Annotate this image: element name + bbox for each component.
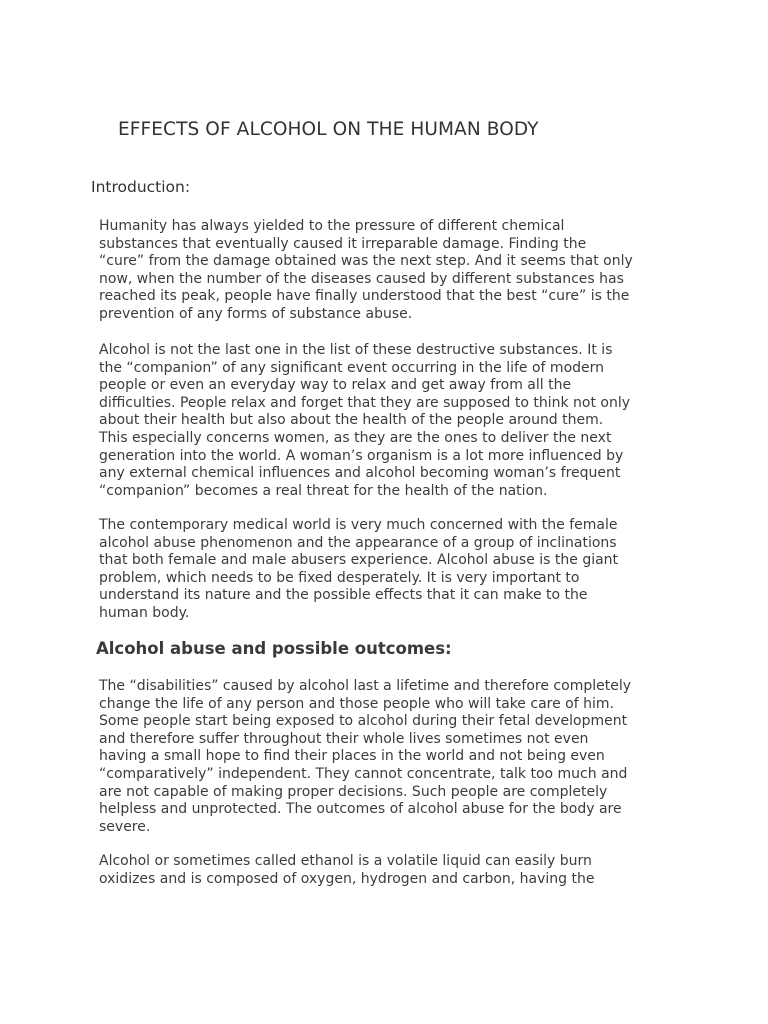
paragraph xyxy=(99,218,699,324)
paragraph-line: understand its nature and the possible effects that it can make to the xyxy=(99,587,588,604)
paragraph-line: helpless and unprotected. The outcomes of alcohol abuse for the body are xyxy=(99,801,622,818)
paragraph-line: are not capable of making proper decisions. Such people are completely xyxy=(99,783,608,800)
paragraph-line: reached its peak, people have finally understood that the best “cure” is the xyxy=(99,288,630,305)
paragraph-line: The “disabilities” caused by alcohol last a lifetime and therefore completely xyxy=(99,678,631,694)
paragraph xyxy=(99,678,699,836)
paragraph-line: prevention of any forms of substance abuse. xyxy=(99,305,413,322)
paragraph-line: difficulties. People relax and forget that they are supposed to think not only xyxy=(99,394,631,411)
paragraph-line: problem, which needs to be fixed desperately. It is very important to xyxy=(99,569,580,586)
paragraph xyxy=(99,853,699,888)
paragraph-line: the “companion” of any significant event occurring in the life of modern xyxy=(99,359,605,376)
paragraph-line: now, when the number of the diseases caused by different substances has xyxy=(99,270,624,287)
paragraph-line: generation into the world. A woman’s organism is a lot more influenced by xyxy=(99,447,624,464)
paragraph-line: “companion” becomes a real threat for the health of the nation. xyxy=(99,482,548,499)
paragraph-line: “cure” from the damage obtained was the next step. And it seems that only xyxy=(99,253,633,270)
paragraph-line: Alcohol or sometimes called ethanol is a volatile liquid can easily burn xyxy=(99,853,592,869)
paragraph-line: about their health but also about the health of the people around them. xyxy=(99,412,604,429)
paragraph xyxy=(99,517,699,623)
paragraph-line: change the life of any person and those people who will take care of him. xyxy=(99,695,614,712)
paragraph-line: Some people start being exposed to alcohol during their fetal development xyxy=(99,713,628,730)
document-title: EFFECTS OF ALCOHOL ON THE HUMAN BODY xyxy=(118,119,539,140)
section-heading: Alcohol abuse and possible outcomes: xyxy=(96,639,452,658)
paragraph-line: severe. xyxy=(99,818,151,835)
paragraph-line: people or even an everyday way to relax and get away from all the xyxy=(99,377,572,394)
paragraph-line: oxidizes and is composed of oxygen, hydrogen and carbon, having the xyxy=(99,870,595,887)
paragraph-line: Alcohol is not the last one in the list of these destructive substances. It is xyxy=(99,342,613,358)
paragraph-line: that both female and male abusers experience. Alcohol abuse is the giant xyxy=(99,552,619,569)
paragraph-line: This especially concerns women, as they are the ones to deliver the next xyxy=(99,429,612,446)
paragraph-line: any external chemical influences and alcohol becoming woman’s frequent xyxy=(99,465,621,482)
paragraph-line: “comparatively” independent. They cannot concentrate, talk too much and xyxy=(99,765,628,782)
paragraph-line: and therefore suffer throughout their whole lives sometimes not even xyxy=(99,730,589,747)
paragraph-line: human body. xyxy=(99,604,190,621)
paragraph-line: alcohol abuse phenomenon and the appearance of a group of inclinations xyxy=(99,534,617,551)
paragraph xyxy=(99,342,699,500)
paragraph-line: substances that eventually caused it irreparable damage. Finding the xyxy=(99,235,587,252)
introduction-heading: Introduction: xyxy=(91,178,191,196)
paragraph-line: The contemporary medical world is very much concerned with the female xyxy=(99,517,618,533)
paragraph-line: Humanity has always yielded to the pressure of different chemical xyxy=(99,218,565,234)
paragraph-line: having a small hope to find their places in the world and not being even xyxy=(99,748,605,765)
